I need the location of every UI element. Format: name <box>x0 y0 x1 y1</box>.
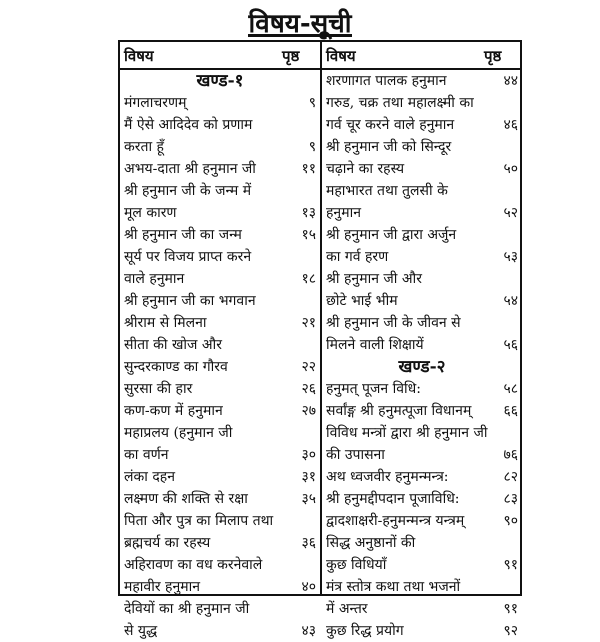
entry-title: कण-कण में हनुमान <box>124 403 223 419</box>
toc-entry <box>326 400 518 422</box>
toc-entry <box>326 598 518 620</box>
entry-page: ५० <box>503 161 518 177</box>
entry-page: १३ <box>301 205 316 221</box>
entry-page: ३० <box>301 447 316 463</box>
entry-title: शरणागत पालक हनुमान <box>326 73 447 89</box>
toc-entry <box>326 312 518 334</box>
entry-title: का गर्व हरण <box>326 249 389 265</box>
toc-entry <box>124 554 316 576</box>
entry-title: श्री हनुमान जी द्वारा अर्जुन <box>326 227 457 243</box>
entry-title: करता हूँ <box>124 139 164 155</box>
entry-title: सुरसा की हार <box>124 381 193 397</box>
toc-entry <box>124 422 316 444</box>
column-divider <box>320 42 322 594</box>
toc-entry <box>326 202 518 224</box>
entry-title: कुछ विधियाँ <box>326 557 387 573</box>
entry-title: गरुड, चक्र तथा महालक्ष्मी का <box>326 95 474 111</box>
toc-entry <box>326 246 518 268</box>
entry-title: श्री हनुमान जी और <box>326 271 422 287</box>
toc-entry <box>124 356 316 378</box>
entry-title: महाभारत तथा तुलसी के <box>326 183 448 199</box>
entry-title: से युद्ध <box>124 623 158 639</box>
entry-title: सूर्य पर विजय प्राप्त करने <box>124 249 252 265</box>
entry-page: ४६ <box>503 117 518 133</box>
entry-page: ९२ <box>503 623 518 639</box>
entry-title: लंका दहन <box>124 469 175 485</box>
entry-title: मूल कारण <box>124 205 177 221</box>
toc-entry <box>326 620 518 642</box>
entry-title: हनुमान <box>326 205 361 221</box>
entry-page: ५८ <box>503 381 518 397</box>
entry-page: ९ <box>308 95 316 111</box>
toc-entry <box>124 92 316 114</box>
page-title: विषय-सूची <box>248 9 352 39</box>
right-column <box>326 70 518 642</box>
toc-entry <box>124 334 316 356</box>
toc-entry <box>326 158 518 180</box>
toc-entry <box>326 224 518 246</box>
entry-page: ३५ <box>301 491 316 507</box>
entry-title: श्रीराम से मिलना <box>124 315 207 331</box>
entry-page: ५४ <box>503 293 518 309</box>
entry-title: गर्व चूर करने वाले हनुमान <box>326 117 455 133</box>
toc-entry <box>124 246 316 268</box>
entry-title: खण्ड-१ <box>196 71 244 91</box>
toc-entry <box>124 114 316 136</box>
section-heading <box>124 70 316 92</box>
entry-title: ब्रह्मचर्य का रहस्य <box>124 535 211 551</box>
toc-entry <box>124 312 316 334</box>
entry-title: सर्वांङ्ग श्री हनुमत्पूजा विधानम् <box>326 403 472 419</box>
entry-title: अहिरावण का वध करनेवाले <box>124 557 263 573</box>
entry-title: में अन्तर <box>326 601 368 617</box>
toc-entry <box>326 92 518 114</box>
toc-entry <box>124 202 316 224</box>
entry-title: अभय-दाता श्री हनुमान जी <box>124 161 256 177</box>
toc-entry <box>124 180 316 202</box>
entry-page: ९ <box>308 139 316 155</box>
entry-page: २२ <box>301 359 316 375</box>
toc-entry <box>124 598 316 620</box>
entry-page: ८२ <box>503 469 518 485</box>
header-page-right: पृष्ठ <box>484 47 502 65</box>
entry-title: मंत्र स्तोत्र कथा तथा भजनों <box>326 579 461 595</box>
entry-title: हनुमत् पूजन विधि: <box>326 381 421 397</box>
entry-title: की उपासना <box>326 447 385 463</box>
entry-page: ३६ <box>301 535 316 551</box>
entry-title: सिद्ध अनुष्ठानों की <box>326 535 416 551</box>
toc-entry <box>124 576 316 598</box>
toc-entry <box>124 158 316 180</box>
entry-title: विविध मन्त्रों द्वारा श्री हनुमान जी <box>326 425 488 441</box>
entry-title: महावीर हनुमान <box>124 579 200 595</box>
entry-title: का वर्णन <box>124 447 169 463</box>
toc-entry <box>124 290 316 312</box>
header-page-left: पृष्ठ <box>282 47 300 65</box>
entry-page: ४३ <box>301 623 316 639</box>
entry-title: पिता और पुत्र का मिलाप तथा <box>124 513 274 529</box>
entry-page: २१ <box>301 315 316 331</box>
toc-entry <box>124 400 316 422</box>
toc-entry <box>124 444 316 466</box>
entry-title: देवियों का श्री हनुमान जी <box>124 601 250 617</box>
entry-page: २६ <box>301 381 316 397</box>
toc-entry <box>326 180 518 202</box>
entry-page: ६६ <box>503 403 518 419</box>
entry-title: कुछ रिद्ध प्रयोग <box>326 623 404 639</box>
entry-page: ५२ <box>503 205 518 221</box>
toc-entry <box>326 510 518 532</box>
toc-entry <box>326 466 518 488</box>
header-subject-right: विषय <box>326 47 356 65</box>
entry-title: श्री हनुमद्दीपदान पूजाविधि: <box>326 491 460 507</box>
entry-page: २७ <box>301 403 316 419</box>
toc-entry <box>124 532 316 554</box>
entry-page: ९१ <box>503 601 518 617</box>
toc-entry <box>326 70 518 92</box>
header-subject-left: विषय <box>124 47 154 65</box>
section-heading <box>326 356 518 378</box>
toc-entry <box>326 576 518 598</box>
entry-title: महाप्रलय (हनुमान जी <box>124 425 233 441</box>
toc-entry <box>326 334 518 356</box>
contents-table <box>118 40 522 639</box>
entry-page: ४० <box>301 579 316 595</box>
toc-entry <box>326 378 518 400</box>
toc-entry <box>326 290 518 312</box>
toc-entry <box>326 554 518 576</box>
toc-entry <box>124 378 316 400</box>
entry-title: श्री हनुमान जी के जन्म में <box>124 183 252 199</box>
entry-page: ९० <box>503 513 518 529</box>
toc-entry <box>124 620 316 642</box>
entry-title: छोटे भाई भीम <box>326 293 398 309</box>
entry-title: श्री हनुमान जी के जीवन से <box>326 315 461 331</box>
entry-page: ३१ <box>301 469 316 485</box>
toc-entry <box>326 268 518 290</box>
entry-title: मंगलाचरणम् <box>124 95 187 111</box>
entry-title: चढ़ाने का रहस्य <box>326 161 405 177</box>
entry-title: श्री हनुमान जी का जन्म <box>124 227 242 243</box>
entry-title: सीता की खोज और <box>124 337 222 353</box>
entry-title: श्री हनुमान जी को सिन्दूर <box>326 139 452 155</box>
entry-title: श्री हनुमान जी का भगवान <box>124 293 256 309</box>
toc-entry <box>326 136 518 158</box>
toc-entry <box>124 268 316 290</box>
toc-entry <box>326 532 518 554</box>
entry-page: १५ <box>301 227 316 243</box>
entry-title: द्वादशाक्षरी-हनुमन्मन्त्र यन्त्रम् <box>326 513 465 529</box>
toc-entry <box>124 488 316 510</box>
left-column <box>124 70 316 642</box>
toc-entry <box>326 422 518 444</box>
entry-title: वाले हनुमान <box>124 271 185 287</box>
toc-entry <box>124 466 316 488</box>
toc-entry <box>326 444 518 466</box>
entry-page: ७६ <box>503 447 518 463</box>
toc-entry <box>124 224 316 246</box>
entry-page: ११ <box>301 161 316 177</box>
entry-page: ५३ <box>503 249 518 265</box>
entry-page: ९१ <box>503 557 518 573</box>
entry-page: ८३ <box>503 491 518 507</box>
toc-entry <box>326 114 518 136</box>
entry-page: ५६ <box>503 337 518 353</box>
toc-entry <box>326 488 518 510</box>
title-underline <box>248 34 352 37</box>
entry-title: मैं ऐसे आदिदेव को प्रणाम <box>124 117 253 133</box>
entry-page: ४४ <box>503 73 518 89</box>
entry-page: १८ <box>301 271 316 287</box>
toc-entry <box>124 136 316 158</box>
entry-title: सुन्दरकाण्ड का गौरव <box>124 359 228 375</box>
entry-title: मिलने वाली शिक्षायें <box>326 337 424 353</box>
entry-title: लक्ष्मण की शक्ति से रक्षा <box>124 491 248 507</box>
toc-entry <box>124 510 316 532</box>
entry-title: खण्ड-२ <box>398 357 446 377</box>
entry-title: अथ ध्वजवीर हनुमन्मन्त्र: <box>326 469 449 485</box>
